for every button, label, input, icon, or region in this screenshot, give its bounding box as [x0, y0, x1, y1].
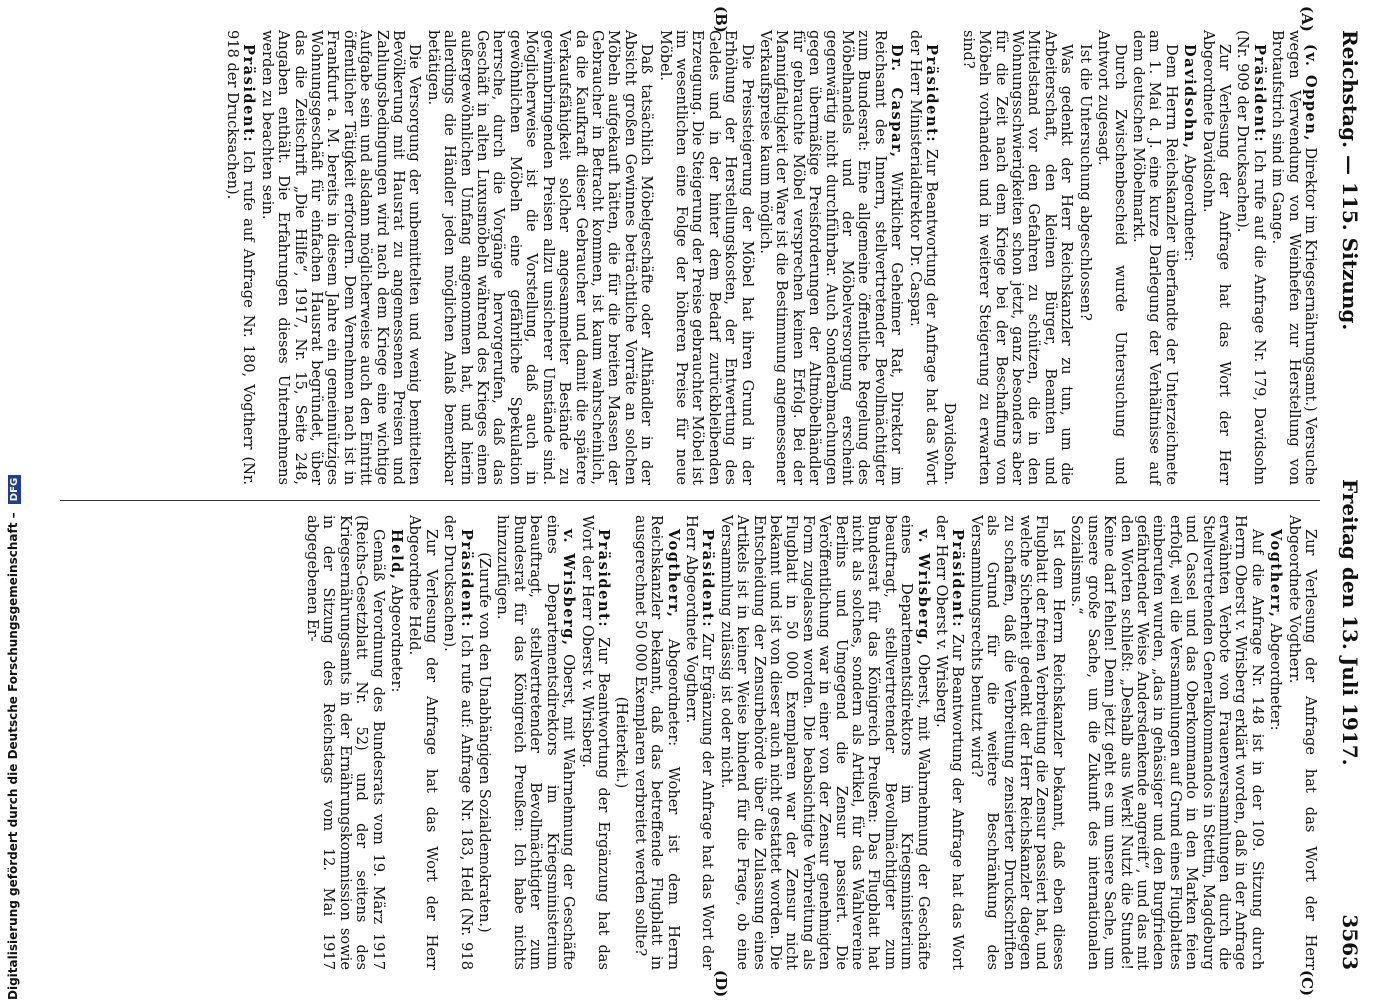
paragraph — [1267, 515, 1283, 970]
paragraph-text: Oberst, mit Wahrnehmung der Geschäfte eines Departementsdirektors im Kriegsministerium beauftragt, stellvertretender Bevollmächtigter zum Bundesrat für das Königreich Preußen: Ich habe nichts hinzuzufügen. — [494, 515, 578, 970]
paragraph — [683, 515, 716, 970]
paragraph — [933, 515, 966, 970]
margin-mark-b: (B) — [712, 6, 730, 33]
speaker-role: Abgeordneter: — [1181, 154, 1199, 262]
speaker-name: Präsident: — [457, 529, 475, 629]
paragraph: Zur Verlesung der Anfrage hat das Wort der Herr Abgeordnete Vogtherr. — [1285, 515, 1319, 970]
speaker-name: Vogtherr, — [664, 529, 682, 619]
paragraph: Was gedenkt der Herr Reichskanzler zu tun, um die Arbeiterschaft, den kleinen Bürger, Beamten und Mittelstand vor den Gefahren zu schützen, die in den Wohnungsschwierigkeiten schon jetzt, ganz besonders aber für die Zeit nach dem Kriege bei der Beschaffung von Möbeln vorhanden und in weiterer Steigerung zu erwarten sind? — [959, 30, 1076, 485]
speaker-name: Präsident: — [923, 44, 941, 144]
paragraph — [757, 30, 905, 485]
paragraph — [441, 515, 474, 970]
paragraph — [1269, 30, 1318, 485]
speaker-name: Davidsohn, — [1181, 44, 1199, 150]
margin-mark-c: (C) — [1298, 970, 1316, 997]
paragraph: Auf die Anfrage Nr. 148 ist in der 109. Sitzung durch Herrn Oberst v. Wrisberg erklärt worden, daß in der Anfrage erwähnten Verbote von Frauenversammlungen durch die Stellvertretenden Generalkommandos in Stettin, Magdeburg und Cassel und das Oberkommando in den Marken feien erfolgt, weil die Versammlungen auf Grund eines Flugblattes einberufen wurden, „das in gehässiger und den Burgfrieden gefährdender Weise Andersdenkende angreift“, und das mit den Worten schließt: „Deshalb aus Werk! Nutzt die Stunde! Keine darf fehlen! Denn jetzt geht es um unsere Sache, um unsere große Sache, um die Zukunft des internationalen Sozialismus.“ — [1068, 515, 1266, 970]
paragraph: Dem Herrn Reichskanzler überfandte der Unterzeichnete am 1. Mai d. J. eine kurze Darlegung der Verhältnisse auf dem deutschen Möbelmarkt. — [1129, 30, 1180, 485]
paragraph: Durch Zwischenbescheid wurde Untersuchung und Antwort zugesagt. — [1095, 30, 1129, 485]
paragraph — [1181, 30, 1197, 485]
header-left: Reichstag. — 115. Sitzung. — [1338, 30, 1362, 331]
page-number: 3563 — [1338, 914, 1362, 970]
paragraph — [578, 515, 611, 970]
paragraph-text: Zur Ergänzung der Anfrage hat das Wort der Herr Abgeordnete Vogtherr. — [682, 515, 717, 970]
paragraph-text: Zur Beantwortung der Anfrage hat das Wort der Herr Ministerialdirektor Dr. Caspar. — [906, 30, 941, 486]
paragraph: Daß tatsächlich Möbelgeschäfte oder Althändler in der Absicht großen Gewinnes beträchtliche Vorräte an solchen Möbeln aufgekauft hätten, die für die breiten Massen der Gebraucher in Betracht kommen, ist kaum wahrscheinlich, da die Kaufkraft dieser Gebraucher und damit die spätere Verkaufsfähigkeit solcher angesammelter Bestände zu gewinnbringenden Preisen allzu unsicherer Umstände sind. Möglicherweise ist die Vorstellung, daß auch in gewöhnlichen Möbeln eine gefährliche Spekulation herrsche, durch die Vorgänge hervorgerufen, daß das Geschäft in alten Luxusmöbeln während des Krieges einen außergewöhnlichen Umfang angenommen hat, und hierin allerdings die Händler jeden möglichen Anlaß bemerkbar betätigen. — [424, 30, 656, 485]
speaker-name: Dr. Caspar, — [888, 44, 906, 159]
left-column — [222, 30, 1318, 485]
speaker-name: Held, — [388, 529, 406, 581]
page-header — [1334, 30, 1362, 970]
speaker-name: (v. Oppen, — [1302, 44, 1319, 142]
header-date: Freitag den 13. Juli 1917. — [1338, 479, 1362, 766]
side-credit-text: Digitalisierung gefördert durch die Deutsche Forschungsgemeinschaft – — [6, 512, 20, 1000]
speaker-name: Präsident: — [240, 44, 258, 144]
paragraph-text: Zur Beantwortung der Ergänzung hat das Wort der Herr Oberst v. Wrisberg. — [578, 515, 612, 970]
paragraph: Zur Verlesung der Anfrage hat das Wort der Herr Abgeordnete Held. — [406, 515, 440, 970]
paragraph: Gemäß Verordnung des Bundesrats vom 19. März 1917 (Reichs-Gesetzblatt Nr. 52) und der seitens des Kriegsernährungsamts in der Ernährungskommission sowie in der Sitzung des Reichstags vom 12. Mai 1917 abgegebenen Er- — [304, 515, 387, 970]
speaker-name: v. Wrisberg, — [560, 529, 578, 647]
paragraph-text: Abgeordneter: Woher ist dem Herrn Reichskanzler bekannt, daß das betreffende Flugblatt in ausgerechnet 50 000 Exemplaren verbreitet werden sollte? — [631, 515, 682, 970]
margin-mark-d: (D) — [712, 970, 730, 998]
paragraph-text: Ich rufe auf Anfrage Nr. 180, Vogtherr (Nr. 918 der Drucksachen). — [224, 30, 258, 485]
dfg-logo: DFG — [8, 475, 21, 504]
speaker-name: Präsident: — [949, 529, 967, 629]
paragraph — [717, 515, 930, 970]
rotated-document-page — [30, 0, 1370, 1000]
interjection: (Zurufe von den Unabhängigen Sozialdemokraten.) — [476, 552, 494, 933]
paragraph-text: Ich rufe auf die Anfrage Nr. 179, Davidsohn (Nr. 909 der Drucksachen). — [1234, 30, 1268, 485]
paragraph — [906, 30, 939, 485]
margin-mark-a: (A) — [1298, 6, 1316, 32]
right-column — [302, 515, 1318, 970]
speaker-name: Präsident: — [1250, 44, 1268, 144]
signature: Davidsohn. — [941, 402, 959, 485]
speaker-name: v. Wrisberg, — [914, 529, 932, 647]
speaker-role: Abgeordneter: — [388, 585, 406, 693]
paragraph — [1234, 30, 1267, 485]
column-rule — [60, 500, 1320, 501]
paragraph: Zur Verlesung der Anfrage hat das Wort der Herr Abgeordnete Davidsohn. — [1199, 30, 1233, 485]
paragraph: Ist dem Herrn Reichskanzler bekannt, daß eben dieses Flugblatt der freien Verbreitung die Zensur passiert hat, und welche Sicherheit gedenkt der Herr Reichskanzler dagegen zu schaffen, daß die Verbreitung zensierter Druckschriften als Grund für die weitere Beschränkung des Versammlungsrechts benutzt wird? — [967, 515, 1067, 970]
speaker-role: Abgeordneter: — [1267, 623, 1285, 731]
interjection: (Heiterkeit.) — [613, 696, 631, 789]
speaker-name: Präsident: — [594, 529, 612, 629]
paragraph-text: Wirklicher Geheimer Rat, Direktor im Reichsamt des Innern, stellvertretender Bevollmächtigter zum Bundesrat: Eine allgemeine öffentliche Regelung des Möbelhandels und der Möbelversorgung erscheint gegenwärtig nicht durchführbar. Auch Sonderabmachungen gegen übermäßige Preisforderungen der Altmöbelhändler für gebrauchte Möbel versprechen keinen Erfolg. Bei der Mannigfaltigkeit der Ware ist die Bestimmung angemessener Verkaufspreise kaum möglich. — [757, 30, 906, 485]
paragraph: Ist die Untersuchung abgeschlossen? — [1076, 44, 1094, 321]
paragraph — [631, 515, 680, 970]
paragraph: Die Preissteigerung der Möbel hat ihren Grund in der Erhöhung der Herstellungskosten, der Entwertung des Geldes und in der hinter dem Bedarf zurückbleibenden Erzeugung. Die Steigerung der Preise gebrauchter Möbel ist im wesentlichen eine Folge der höheren Preise für neue Möbel. — [656, 30, 756, 485]
speaker-name: Vogtherr, — [1267, 529, 1285, 619]
paragraph: Die Versorgung der unbemittelten und wenig bemittelten Bevölkerung mit Hausrat zu angemessenen Preisen und Zahlungsbedingungen wird nach dem Kriege eine wichtige Aufgabe sein und alsdann möglicherweise auch den Eintritt öffentlicher Tätigkeit erfordern. Dem Vernehmen nach ist in Frankfurt a. M. bereits in diesem Jahre ein gemeinnütziges Wohnungsgeschäft für einfachen Hausrat begründet, über das die Zeitschrift „Die Hilfe“, 1917, Nr. 15, Seite 248, Angaben enthält. Die Erfahrungen dieses Unternehmens werden zu beachten sein. — [258, 30, 424, 485]
paragraph-text: Oberst, mit Wahrnehmung der Geschäfte eines Departementsdirektors im Kriegsministerium beauftragt, stellvertretender Bevollmächtigter zum Bundesrat für das Königreich Preußen: Das Flugblatt hat nicht als solches, sondern als Artikel, für das Wahlvereine Berlins und Umgegend die Zensur passiert. Die Veröffentlichung war in einer von der Zensur genehmigten Form zugelassen worden. Die beabsichtigte Verbreitung als Flugblatt in 50 000 Exemplaren war der Zensur nicht bekannt und ist von dieser auch nicht gestattet worden. Die Entscheidung der Zensurbehörde über die Zulassung eines Artikels ist in keiner Weise bindend für die Frage, ob eine Versammlung zulässig ist oder nicht. — [717, 515, 932, 970]
paragraph — [494, 515, 576, 970]
paragraph-text: Direktor im Kriegsernährungsamt.) Versuche wegen Verwendung von Weinhefen zur Herstellung von Brotaufstrich sind im Gange. — [1269, 30, 1319, 486]
paragraph — [388, 515, 404, 970]
paragraph-text: Ich rufe auf: Anfrage Nr. 183, Held (Nr. 918 der Drucksachen). — [441, 515, 475, 970]
paragraph-text: Zur Beantwortung der Anfrage hat das Wort der Herr Oberst v. Wrisberg. — [933, 515, 967, 971]
speaker-name: Präsident: — [699, 529, 717, 629]
side-credit — [6, 0, 30, 1000]
paragraph — [224, 30, 257, 485]
